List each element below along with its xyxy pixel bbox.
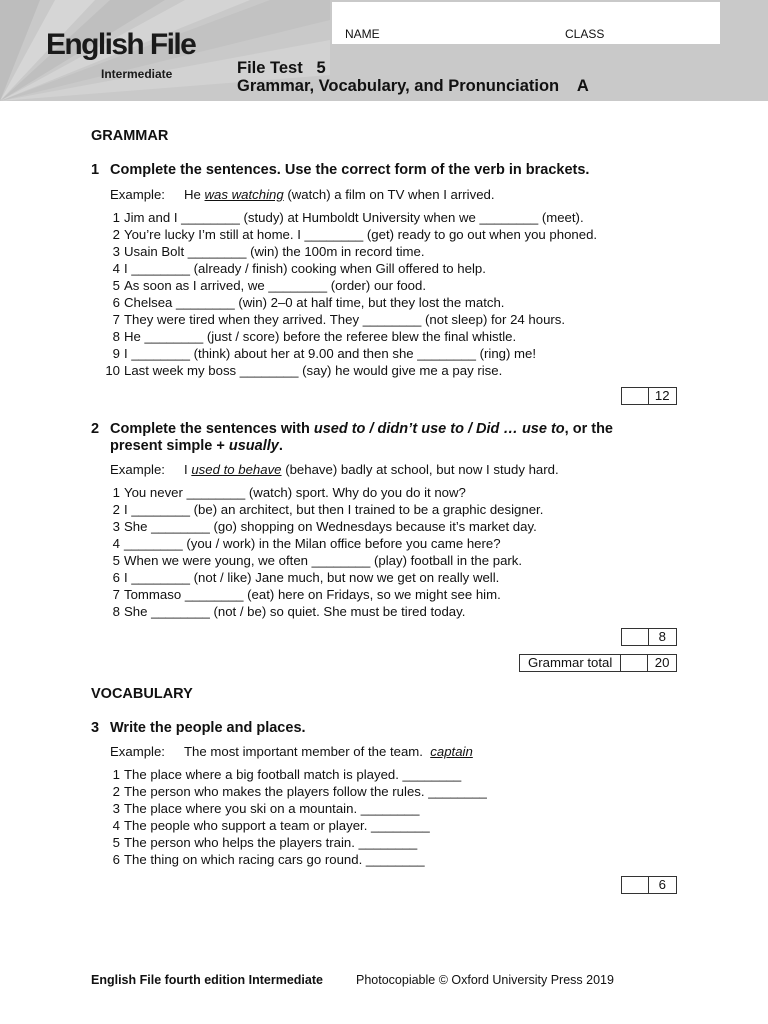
item-number: 2 [112,784,120,799]
question-item[interactable] [96,345,597,362]
page-header [0,0,768,101]
example-label: Example: [110,744,165,759]
item-text: They were tired when they arrived. They ________ (not sleep) for 24 hours. [124,312,566,327]
instruction-text: Complete the sentences with [110,421,314,437]
instruction-text: . [278,438,283,454]
item-text: ________ (you / work) in the Milan office before you came here? [124,536,501,551]
item-number: 8 [112,604,120,619]
question-item[interactable] [96,209,597,226]
item-text: Usain Bolt ________ (win) the 100m in record time. [124,244,425,259]
question-item[interactable] [96,834,487,851]
question-2-items [96,484,543,620]
item-number: 2 [112,227,120,242]
question-item[interactable] [96,294,597,311]
item-number: 7 [112,587,120,602]
item-text: The person who makes the players follow the rules. ________ [124,784,487,799]
logo-subtitle: Intermediate [101,67,173,81]
item-number: 5 [112,278,120,293]
item-number: 3 [112,244,120,259]
item-text: Chelsea ________ (win) 2–0 at half time, but they lost the match. [124,295,505,310]
item-number: 9 [112,346,120,361]
question-item[interactable] [96,569,543,586]
question-item[interactable] [96,277,597,294]
instruction-forms: used to / didn’t use to / Did … use to [313,421,565,437]
question-item[interactable] [96,260,597,277]
item-text: When we were young, we often ________ (play) football in the park. [124,553,523,568]
example-pre: The most important member of the team. [184,744,431,759]
item-text: She ________ (go) shopping on Wednesdays because it’s market day. [124,519,537,534]
score-entry[interactable] [622,877,649,893]
score-max: 8 [658,629,666,644]
item-number: 6 [112,570,120,585]
item-text: I ________ (think) about her at 9.00 and then she ________ (ring) me! [124,346,537,361]
question-item[interactable] [96,851,487,868]
item-number: 10 [105,363,120,378]
example-post: (watch) a film on TV when I arrived. [283,187,495,202]
item-text: The person who helps the players train. ________ [124,835,418,850]
item-number: 3 [112,801,120,816]
item-text: The people who support a team or player. ________ [124,818,430,833]
item-text: The thing on which racing cars go round. ________ [124,852,425,867]
question-3-instruction: Write the people and places. [110,720,306,736]
question-item[interactable] [96,518,543,535]
question-3-number: 3 [91,720,100,736]
example-label: Example: [110,462,165,477]
question-1-example [110,187,495,202]
instruction-usually: usually [228,438,279,454]
question-item[interactable] [96,783,487,800]
english-file-logo [46,28,196,81]
item-text: I ________ (not / like) Jane much, but now we get on really well. [124,570,500,585]
question-item[interactable] [96,766,487,783]
question-1-instruction: Complete the sentences. Use the correct form of the verb in brackets. [110,162,590,178]
item-number: 4 [112,818,120,833]
example-answer: was watching [204,187,284,202]
item-number: 7 [112,312,120,327]
item-text: Jim and I ________ (study) at Humboldt University when we ________ (meet). [124,210,584,225]
score-max: 12 [654,388,670,403]
vocabulary-heading: VOCABULARY [91,686,193,702]
item-number: 4 [112,261,120,276]
question-item[interactable] [96,817,487,834]
item-number: 6 [112,852,120,867]
item-number: 1 [112,485,120,500]
example-pre: I [184,462,192,477]
name-label: NAME [345,27,380,41]
item-number: 1 [112,767,120,782]
item-number: 5 [112,553,120,568]
question-item[interactable] [96,484,543,501]
item-text: Last week my boss ________ (say) he would give me a pay rise. [124,363,503,378]
score-max: 6 [658,877,666,892]
example-pre: He [184,187,205,202]
example-label: Example: [110,187,165,202]
item-text: Tommaso ________ (eat) here on Fridays, so we might see him. [124,587,501,602]
example-answer: used to behave [191,462,282,477]
item-number: 8 [112,329,120,344]
item-number: 1 [112,210,120,225]
item-text: You never ________ (watch) sport. Why do you do it now? [124,485,466,500]
item-text: He ________ (just / score) before the referee blew the final whistle. [124,329,517,344]
question-item[interactable] [96,800,487,817]
item-number: 2 [112,502,120,517]
item-text: The place where a big football match is played. ________ [124,767,462,782]
question-1-score-box [621,387,677,405]
instruction-text: , or the [564,421,613,437]
question-item[interactable] [96,311,597,328]
grammar-total-label: Grammar total [520,655,621,671]
question-item[interactable] [96,586,543,603]
question-2-instruction [110,421,670,455]
test-number-title: File Test 5 [237,59,326,77]
item-number: 6 [112,295,120,310]
question-1-items [96,209,597,379]
item-text: The place where you ski on a mountain. ________ [124,801,420,816]
question-item[interactable] [96,328,597,345]
question-3-score-box [621,876,677,894]
footer-edition: English File fourth edition Intermediate [91,973,323,987]
item-text: She ________ (not / be) so quiet. She must be tired today. [124,604,466,619]
question-item[interactable] [96,535,543,552]
question-1-number: 1 [91,162,100,178]
test-subject-title: Grammar, Vocabulary, and Pronunciation A [237,77,589,95]
item-text: I ________ (already / finish) cooking when Gill offered to help. [124,261,486,276]
question-item[interactable] [96,362,597,379]
score-entry[interactable] [622,629,649,645]
question-2-example [110,462,559,477]
item-text: I ________ (be) an architect, but then I trained to be a graphic designer. [124,502,544,517]
question-item[interactable] [96,603,543,620]
question-item[interactable] [96,226,597,243]
grammar-total-box [519,654,677,672]
score-entry[interactable] [622,388,649,404]
item-text: You’re lucky I’m still at home. I ________ (get) ready to go out when you phoned. [124,227,598,242]
question-item[interactable] [96,552,543,569]
question-3-items [96,766,487,868]
logo-title: English File [46,28,196,61]
question-2-number: 2 [91,421,100,437]
grammar-heading: GRAMMAR [91,128,169,144]
question-item[interactable] [96,243,597,260]
question-item[interactable] [96,501,543,518]
score-entry[interactable] [621,655,648,671]
class-label: CLASS [565,27,605,41]
item-number: 4 [112,536,120,551]
example-post: (behave) badly at school, but now I study hard. [281,462,559,477]
example-answer: captain [430,744,473,759]
question-2-score-box [621,628,677,646]
item-number: 5 [112,835,120,850]
question-3-example [110,744,473,759]
item-text: As soon as I arrived, we ________ (order) our food. [124,278,427,293]
score-max: 20 [654,655,670,670]
footer-copyright: Photocopiable © Oxford University Press 2019 [356,973,614,987]
name-class-box[interactable] [332,2,720,44]
item-number: 3 [112,519,120,534]
instruction-text: present simple + [110,438,229,454]
